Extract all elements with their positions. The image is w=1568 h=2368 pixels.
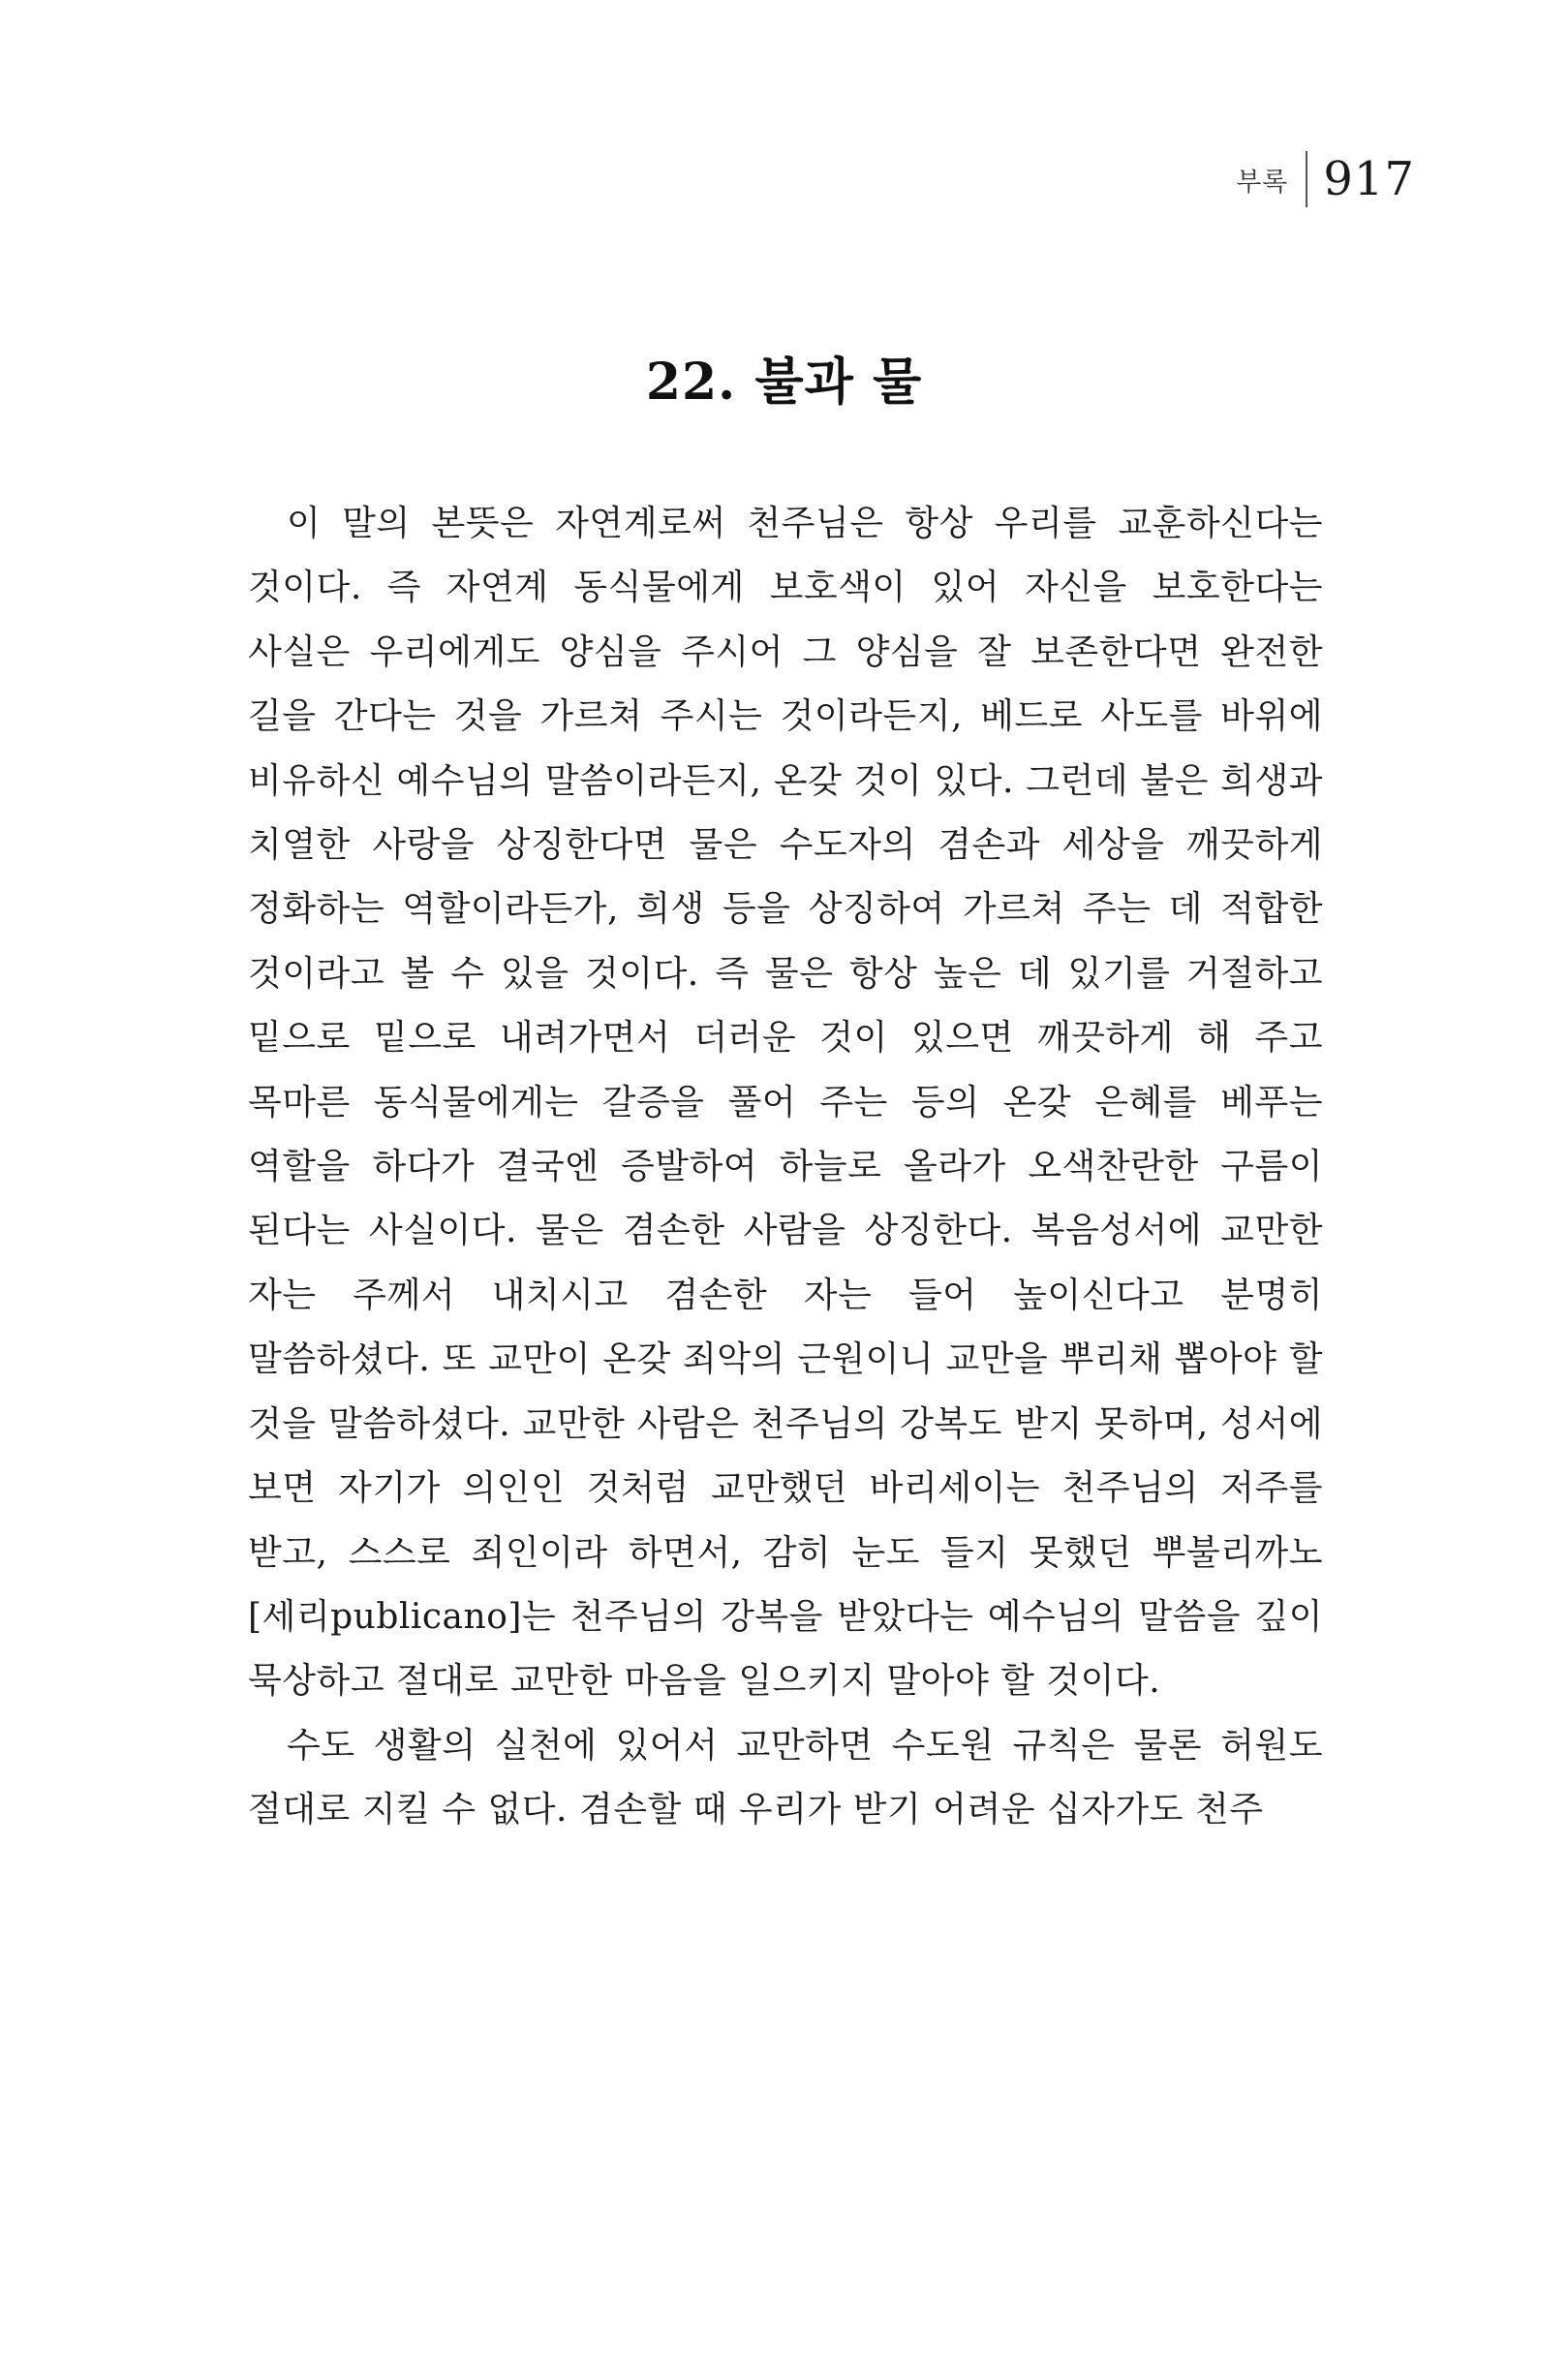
paragraph: 수도 생활의 실천에 있어서 교만하면 수도원 규칙은 물론 허원도 절대로 지킬 수 없다. 겸손할 때 우리가 받기 어려운 십자가도 천주 bbox=[248, 1725, 1323, 1830]
header-divider bbox=[1306, 151, 1307, 207]
body-text bbox=[248, 492, 1323, 1843]
page-number: 917 bbox=[1323, 152, 1415, 206]
section-label: 부록 bbox=[1236, 167, 1289, 198]
chapter-title: 22. 불과 물 bbox=[645, 353, 923, 412]
running-header bbox=[1236, 145, 1415, 213]
paragraph: 이 말의 본뜻은 자연계로써 천주님은 항상 우리를 교훈하신다는 것이다. 즉 자연계 동식물에게 보호색이 있어 자신을 보호한다는 사실은 우리에게도 양심을 주시어 그 양심을 잘 보존한다면 완전한 길을 간다는 것을 가르쳐 주시는 것이라든지, 베드로 사도를 바위에 비유하신 예수님의 말씀이라든지, 온갖 것이 있다. 그런데 불은 희생과 치열한 사랑을 상징한다면 물은 수도자의 겸손과 세상을 깨끗하게 정화하는 역할이라든가, 희생 등을 상징하여 가르쳐 주는 데 적합한 것이라고 볼 수 있을 것이다. 즉 물은 항상 높은 데 있기를 거절하고 밑으로 밑으로 내려가면서 더러운 것이 있으면 깨끗하게 해 주고 목마른 동식물에게는 갈증을 풀어 주는 등의 온갖 은혜를 베푸는 역할을 하다가 결국엔 증발하여 하늘로 올라가 오색찬란한 구름이 된다는 사실이다. 물은 겸손한 사람을 상징한다. 복음성서에 교만한 자는 주께서 내치시고 겸손한 자는 들어 높이신다고 분명히 말씀하셨다. 또 교만이 온갖 죄악의 근원이니 교만을 뿌리채 뽑아야 할 것을 말씀하셨다. 교만한 사람은 천주님의 강복도 받지 못하며, 성서에 보면 자기가 의인인 것처럼 교만했던 바리세이는 천주님의 저주를 받고, 스스로 죄인이라 하면서, 감히 눈도 들지 못했던 뿌불리까노[세리publicano]는 천주님의 강복을 받았다는 예수님의 말씀을 깊이 묵상하고 절대로 교만한 마음을 일으키지 말아야 할 것이다. bbox=[248, 504, 1323, 1702]
